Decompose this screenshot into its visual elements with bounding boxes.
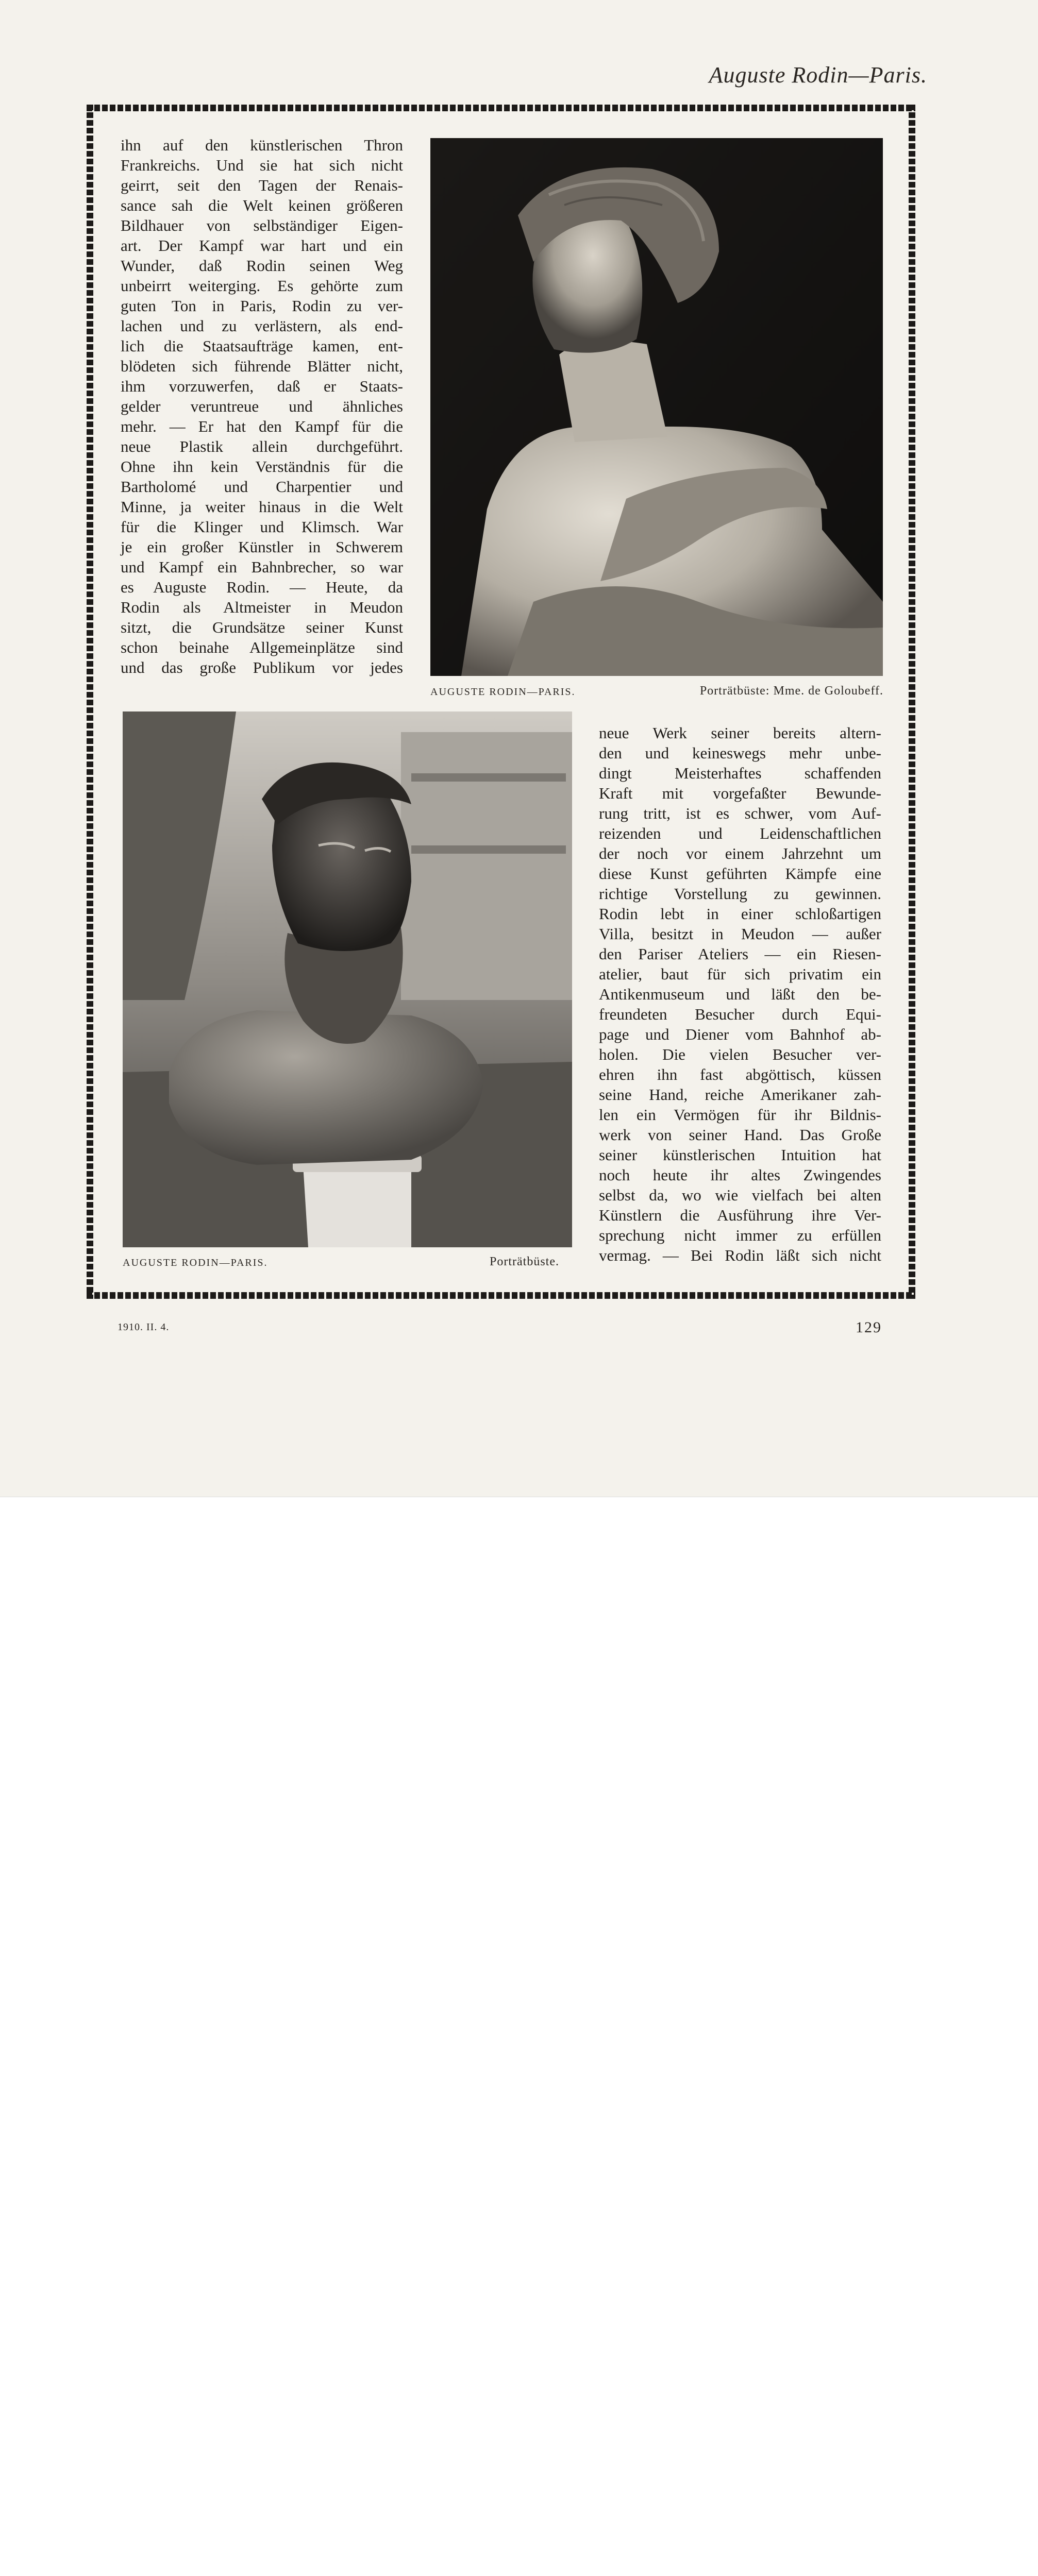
text-line: Villa, besitzt in Meudon — außer (599, 925, 881, 943)
text-line: und das große Publikum vor jedes (121, 658, 403, 676)
text-column-bottom (599, 723, 881, 1265)
text-line: unbeirrt weiterging. Es gehörte zum (121, 277, 403, 295)
text-line: selbst da, wo wie vielfach bei alten (599, 1186, 881, 1204)
text-line: werk von seiner Hand. Das Große (599, 1126, 881, 1144)
text-line: lich die Staatsaufträge kamen, ent- (121, 337, 403, 355)
text-line: art. Der Kampf war hart und ein (121, 236, 403, 255)
text-line: ihm vorzuwerfen, daß er Staats- (121, 377, 403, 395)
text-line: Bartholomé und Charpentier und (121, 478, 403, 496)
text-line: sance sah die Welt keinen größeren (121, 196, 403, 214)
text-line: Antikenmuseum und läßt den be- (599, 985, 881, 1003)
text-line: len ein Vermögen für ihr Bildnis- (599, 1106, 881, 1124)
text-line: guten Ton in Paris, Rodin zu ver- (121, 297, 403, 315)
text-line: gelder veruntreue und ähnliches (121, 397, 403, 415)
text-line: schon beinahe Allgemeinplätze sind (121, 638, 403, 656)
text-line: diese Kunst geführten Kämpfe eine (599, 865, 881, 883)
text-line: ihn auf den künstlerischen Thron (121, 136, 403, 154)
text-line: Bildhauer von selbständiger Eigen- (121, 216, 403, 234)
text-line: reizenden und Leidenschaftlichen (599, 824, 881, 842)
text-line: atelier, baut für sich privatim ein (599, 965, 881, 983)
caption-top-artist: AUGUSTE RODIN—PARIS. (430, 686, 576, 698)
text-line: Frankreichs. Und sie hat sich nicht (121, 156, 403, 174)
text-line: neue Plastik allein durchgeführt. (121, 437, 403, 455)
text-line: dingt Meisterhaftes schaffenden (599, 764, 881, 782)
text-line: vermag. — Bei Rodin läßt sich nicht (599, 1246, 881, 1264)
frame-right-border (909, 105, 915, 1299)
text-line: je ein großer Künstler in Schwerem (121, 538, 403, 556)
text-line: Rodin als Altmeister in Meudon (121, 598, 403, 616)
text-line: den Pariser Ateliers — ein Riesen- (599, 945, 881, 963)
photo-bust-bearded-man (123, 711, 572, 1247)
text-line: sitzt, die Grundsätze seiner Kunst (121, 618, 403, 636)
text-line: den und keineswegs mehr unbe- (599, 744, 881, 762)
text-line: der noch vor einem Jahrzehnt um (599, 844, 881, 862)
text-line: ehren ihn fast abgöttisch, küssen (599, 1065, 881, 1083)
digitization-bar (0, 1497, 1038, 1572)
running-head: Auguste Rodin—Paris. (709, 62, 927, 88)
frame-left-border (87, 105, 93, 1299)
text-line: Wunder, daß Rodin seinen Weg (121, 257, 403, 275)
text-line: Ohne ihn kein Verständnis für die (121, 457, 403, 476)
text-line: und Kampf ein Bahnbrecher, so war (121, 558, 403, 576)
text-line: Kraft mit vorgefaßter Bewunde- (599, 784, 881, 802)
page-number: 129 (856, 1319, 882, 1336)
photo-bust-goloubeff (430, 138, 883, 676)
text-line: neue Werk seiner bereits altern- (599, 724, 881, 742)
frame-top-border (87, 105, 915, 111)
text-line: richtige Vorstellung zu gewinnen. (599, 885, 881, 903)
text-line: rung tritt, ist es schwer, vom Auf- (599, 804, 881, 822)
text-line: holen. Die vielen Besucher ver- (599, 1045, 881, 1063)
text-column-top (121, 135, 403, 677)
caption-top-title: Porträtbüste: Mme. de Goloubeff. (699, 684, 883, 698)
caption-bottom-title: Porträtbüste. (490, 1255, 559, 1268)
text-line: lachen und zu verlästern, als end- (121, 317, 403, 335)
issue-number: 1910. II. 4. (118, 1321, 170, 1333)
text-line: seiner künstlerischen Intuition hat (599, 1146, 881, 1164)
text-line: noch heute ihr altes Zwingendes (599, 1166, 881, 1184)
text-line: sprechung nicht immer zu erfüllen (599, 1226, 881, 1244)
frame-bottom-border (87, 1292, 915, 1299)
text-line: mehr. — Er hat den Kampf für die (121, 417, 403, 435)
text-line: Minne, ja weiter hinaus in die Welt (121, 498, 403, 516)
text-line: freundeten Besucher durch Equi- (599, 1005, 881, 1023)
caption-bottom-artist: AUGUSTE RODIN—PARIS. (123, 1257, 268, 1268)
text-line: es Auguste Rodin. — Heute, da (121, 578, 403, 596)
text-line: für die Klinger und Klimsch. War (121, 518, 403, 536)
text-line: seine Hand, reiche Amerikaner zah- (599, 1086, 881, 1104)
photo-bust-goloubeff-image (430, 138, 883, 676)
text-line: Rodin lebt in einer schloßartigen (599, 905, 881, 923)
text-line: geirrt, seit den Tagen der Renais- (121, 176, 403, 194)
text-line: Künstlern die Ausführung ihre Ver- (599, 1206, 881, 1224)
photo-bust-bearded-man-image (123, 711, 572, 1247)
text-line: page und Diener vom Bahnhof ab- (599, 1025, 881, 1043)
text-line: blödeten sich führende Blätter nicht, (121, 357, 403, 375)
